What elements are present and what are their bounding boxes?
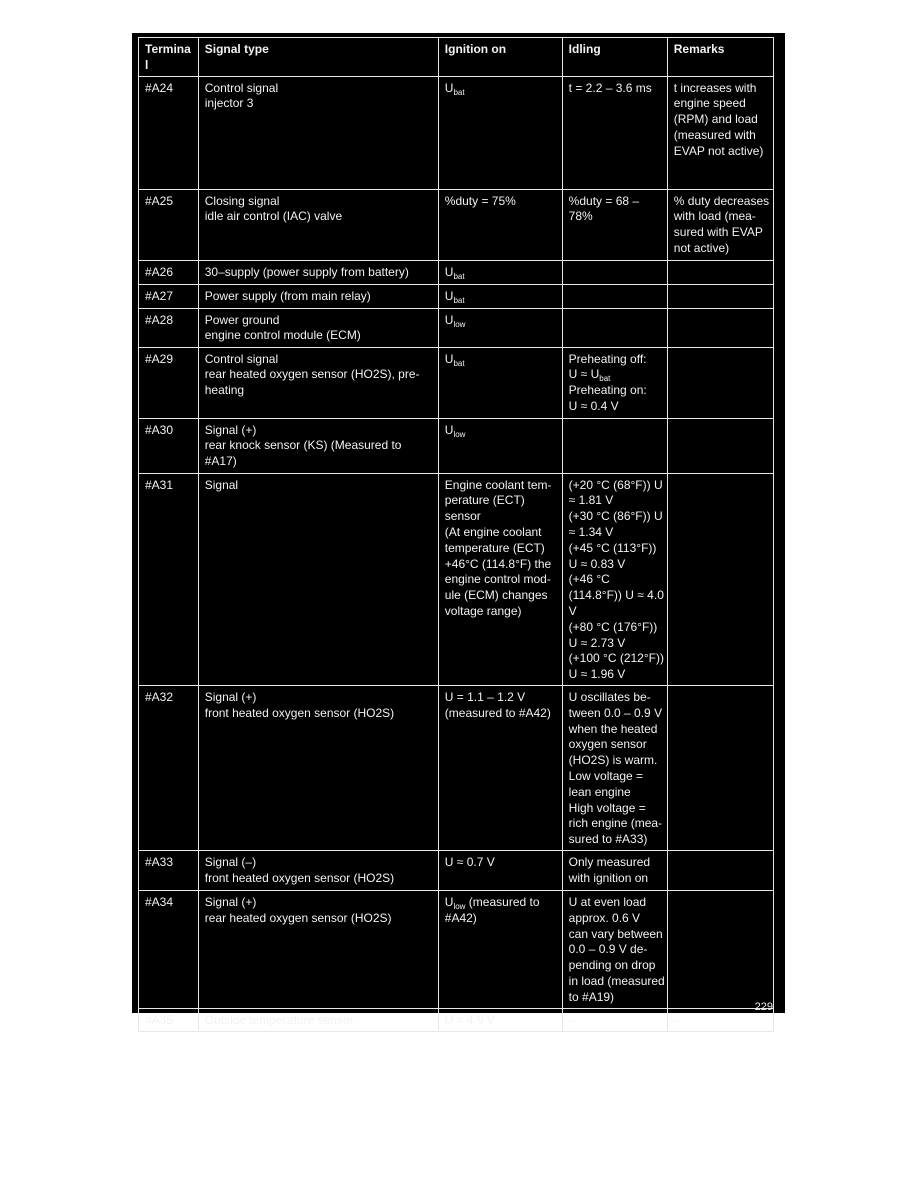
cell-terminal: #A24: [139, 76, 199, 189]
cell-ignition: U ≈ 0.7 V: [438, 850, 562, 890]
table-row: [139, 890, 774, 1008]
table-row: [139, 260, 774, 284]
cell-ignition: $U_{low}$ (measured to #A42): [438, 890, 562, 1008]
cell-idling: [562, 418, 667, 473]
cell-terminal: #A25: [139, 189, 199, 260]
cell-remarks: [667, 890, 773, 1008]
table-row: [139, 284, 774, 308]
header-ignition-on: Ignition on: [438, 38, 562, 77]
header-signal-type: Signal type: [198, 38, 438, 77]
header-terminal: Terminal: [139, 38, 199, 77]
cell-idling: –: [562, 1008, 667, 1031]
header-idling: Idling: [562, 38, 667, 77]
cell-ignition: $U_{bat}$: [438, 347, 562, 418]
cell-signal: Signal: [198, 473, 438, 685]
cell-idling: t = 2.2 – 3.6 ms: [562, 76, 667, 189]
cell-idling: [562, 260, 667, 284]
table-row: [139, 1008, 774, 1031]
cell-idling: U oscillates be- tween 0.0 – 0.9 V when the heated oxygen sensor (HO2S) is warm. Low voltage = lean engine High voltage = rich engine (mea- sured to #A33): [562, 685, 667, 850]
cell-idling: [562, 284, 667, 308]
cell-ignition: $U_{bat}$: [438, 76, 562, 189]
cell-remarks: [667, 418, 773, 473]
table-row: [139, 850, 774, 890]
page-number: 229: [754, 1001, 773, 1013]
cell-terminal: #A26: [139, 260, 199, 284]
cell-idling: [562, 308, 667, 347]
cell-remarks: [667, 260, 773, 284]
table-row: [139, 76, 774, 189]
cell-signal: Closing signal idle air control (IAC) valve: [198, 189, 438, 260]
cell-ignition: $U_{bat}$: [438, 260, 562, 284]
cell-remarks: t increases with engine speed (RPM) and load (measured with EVAP not active): [667, 76, 773, 189]
signal-table: [138, 37, 774, 1032]
cell-idling: U at even load approx. 0.6 V can vary between 0.0 – 0.9 V de- pending on drop in load (measured to #A19): [562, 890, 667, 1008]
cell-idling: Preheating off: $U \approx U_{bat}$ Preheating on: U ≈ 0.4 V: [562, 347, 667, 418]
cell-idling: %duty = 68 – 78%: [562, 189, 667, 260]
cell-signal: Outside temperature sensor: [198, 1008, 438, 1031]
cell-ignition: U ≈ 4.9 V: [438, 1008, 562, 1031]
cell-terminal: #A30: [139, 418, 199, 473]
cell-terminal: #A31: [139, 473, 199, 685]
cell-ignition: $U_{low}$: [438, 418, 562, 473]
cell-terminal: #A33: [139, 850, 199, 890]
cell-ignition: %duty = 75%: [438, 189, 562, 260]
cell-terminal: #A29: [139, 347, 199, 418]
cell-signal: Power ground engine control module (ECM): [198, 308, 438, 347]
cell-signal: Signal (+) front heated oxygen sensor (HO2S): [198, 685, 438, 850]
cell-remarks: [667, 473, 773, 685]
table-row: [139, 418, 774, 473]
cell-signal: 30–supply (power supply from battery): [198, 260, 438, 284]
cell-remarks: –: [667, 1008, 773, 1031]
cell-remarks: [667, 850, 773, 890]
cell-signal: Signal (–) front heated oxygen sensor (HO2S): [198, 850, 438, 890]
cell-idling: Only measured with ignition on: [562, 850, 667, 890]
table-row: [139, 347, 774, 418]
cell-terminal: #A35: [139, 1008, 199, 1031]
table-row: [139, 473, 774, 685]
cell-idling: (+20 °C (68°F)) U ≈ 1.81 V (+30 °C (86°F)) U ≈ 1.34 V (+45 °C (113°F)) U ≈ 0.83 V (+46 °C (114.8°F)) U ≈ 4.0 V (+80 °C (176°F)) U ≈ 2.73 V (+100 °C (212°F)) U ≈ 1.96 V: [562, 473, 667, 685]
table-row: [139, 308, 774, 347]
cell-remarks: [667, 347, 773, 418]
cell-ignition: $U_{bat}$: [438, 284, 562, 308]
document-page: [132, 33, 785, 1027]
table-row: [139, 189, 774, 260]
cell-terminal: #A28: [139, 308, 199, 347]
cell-signal: Control signal rear heated oxygen sensor (HO2S), pre- heating: [198, 347, 438, 418]
cell-remarks: [667, 308, 773, 347]
cell-signal: Power supply (from main relay): [198, 284, 438, 308]
cell-signal: Control signal injector 3: [198, 76, 438, 189]
cell-ignition: U = 1.1 – 1.2 V (measured to #A42): [438, 685, 562, 850]
cell-terminal: #A34: [139, 890, 199, 1008]
table-row: [139, 685, 774, 850]
cell-remarks: % duty decreases with load (mea- sured with EVAP not active): [667, 189, 773, 260]
cell-ignition: $U_{low}$: [438, 308, 562, 347]
header-remarks: Remarks: [667, 38, 773, 77]
table-header-row: [139, 38, 774, 77]
cell-signal: Signal (+) rear knock sensor (KS) (Measured to #A17): [198, 418, 438, 473]
cell-signal: Signal (+) rear heated oxygen sensor (HO2S): [198, 890, 438, 1008]
cell-remarks: [667, 284, 773, 308]
cell-ignition: Engine coolant tem- perature (ECT) sensor (At engine coolant temperature (ECT) +46°C (114.8°F) the engine control mod- ule (ECM) changes voltage range): [438, 473, 562, 685]
cell-terminal: #A32: [139, 685, 199, 850]
cell-remarks: [667, 685, 773, 850]
cell-terminal: #A27: [139, 284, 199, 308]
